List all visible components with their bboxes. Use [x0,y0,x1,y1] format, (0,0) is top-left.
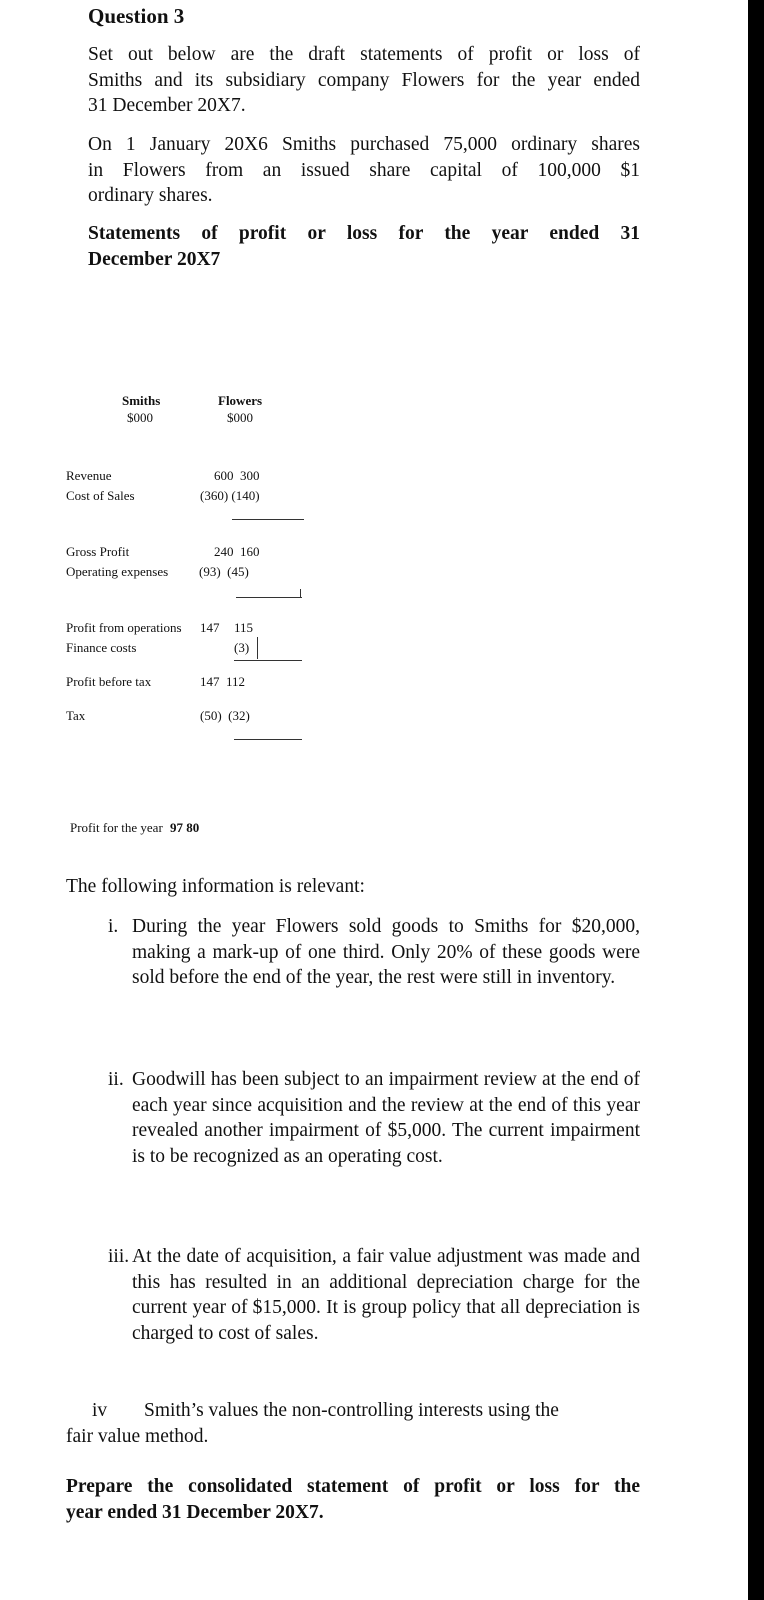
row-cost-of-sales-label: Cost of Sales [66,488,135,503]
info-heading: The following information is relevant: [66,876,365,897]
right-edge-bar [748,0,764,1600]
row-profit-from-operations-label: Profit from operations [66,620,182,635]
row-profit-for-year-values: 97 80 [170,820,200,835]
row-operating-expenses-values: (93) (45) [199,564,249,579]
question-title: Question 3 [88,4,185,28]
row-profit-before-tax-values: 147 112 [200,674,246,689]
subtotal-rule-tick [257,637,258,659]
row-profit-from-operations-flowers: 115 [234,620,254,635]
subtotal-rule-tick [300,589,301,598]
list-item: ii. Goodwill has been subject to an impairment review at the end of each year since acquisition and the review at the end of this year revealed another impairment of $5,000. The current impairment is to be recognized as an operating cost. [108,1069,640,1167]
intro-paragraph: Set out below are the draft statements of profit or loss of Smiths and its subsidiary company Flowers for the year ended 31 December 20X7. [88,44,640,116]
row-gross-profit-values: 240 160 [214,544,260,559]
list-item: i. During the year Flowers sold goods to Smiths for $20,000, making a mark-up of one third. Only 20% of these goods were sold before the end of the year, the rest were still in inventory. [108,916,640,988]
row-tax-values: (50) (32) [200,708,250,723]
col-header-smiths: Smiths [122,393,161,408]
subtotal-rule [234,660,302,661]
task-instruction: Prepare the consolidated statement of profit or loss for the year ended 31 December 20X7. [66,1476,640,1523]
subtotal-rule [236,597,302,598]
col-unit-flowers: $000 [227,410,253,425]
row-revenue-values: 600 300 [214,468,260,483]
row-finance-costs-flowers: (3) [234,640,250,655]
list-item: iii. At the date of acquisition, a fair value adjustment was made and this has resulted in an additional depreciation charge for the current year of $15,000. It is group policy that all depreciation is charged to cost of sales. [108,1246,640,1344]
subtotal-rule [232,519,304,520]
subtotal-rule [234,739,302,740]
row-operating-expenses-label: Operating expenses [66,564,169,579]
row-gross-profit-label: Gross Profit [66,544,130,559]
row-profit-before-tax-label: Profit before tax [66,674,152,689]
purchase-paragraph: On 1 January 20X6 Smiths purchased 75,000 ordinary shares in Flowers from an issued share capital of 100,000 $1 ordinary shares. [88,134,640,206]
row-revenue-label: Revenue [66,468,112,483]
row-tax-label: Tax [66,708,86,723]
row-profit-for-year-label: Profit for the year [70,820,163,835]
statement-heading: Statements of profit or loss for the year ended 31 December 20X7 [88,223,640,270]
col-unit-smiths: $000 [127,410,153,425]
row-profit-from-operations-smiths: 147 [200,620,220,635]
row-finance-costs-label: Finance costs [66,640,137,655]
col-header-flowers: Flowers [218,393,263,408]
row-profit-for-year [70,820,199,836]
list-item-iv: iv Smith’s values the non-controlling interests using the fair value method. [66,1400,559,1447]
row-cost-of-sales-values: (360) (140) [200,488,260,503]
